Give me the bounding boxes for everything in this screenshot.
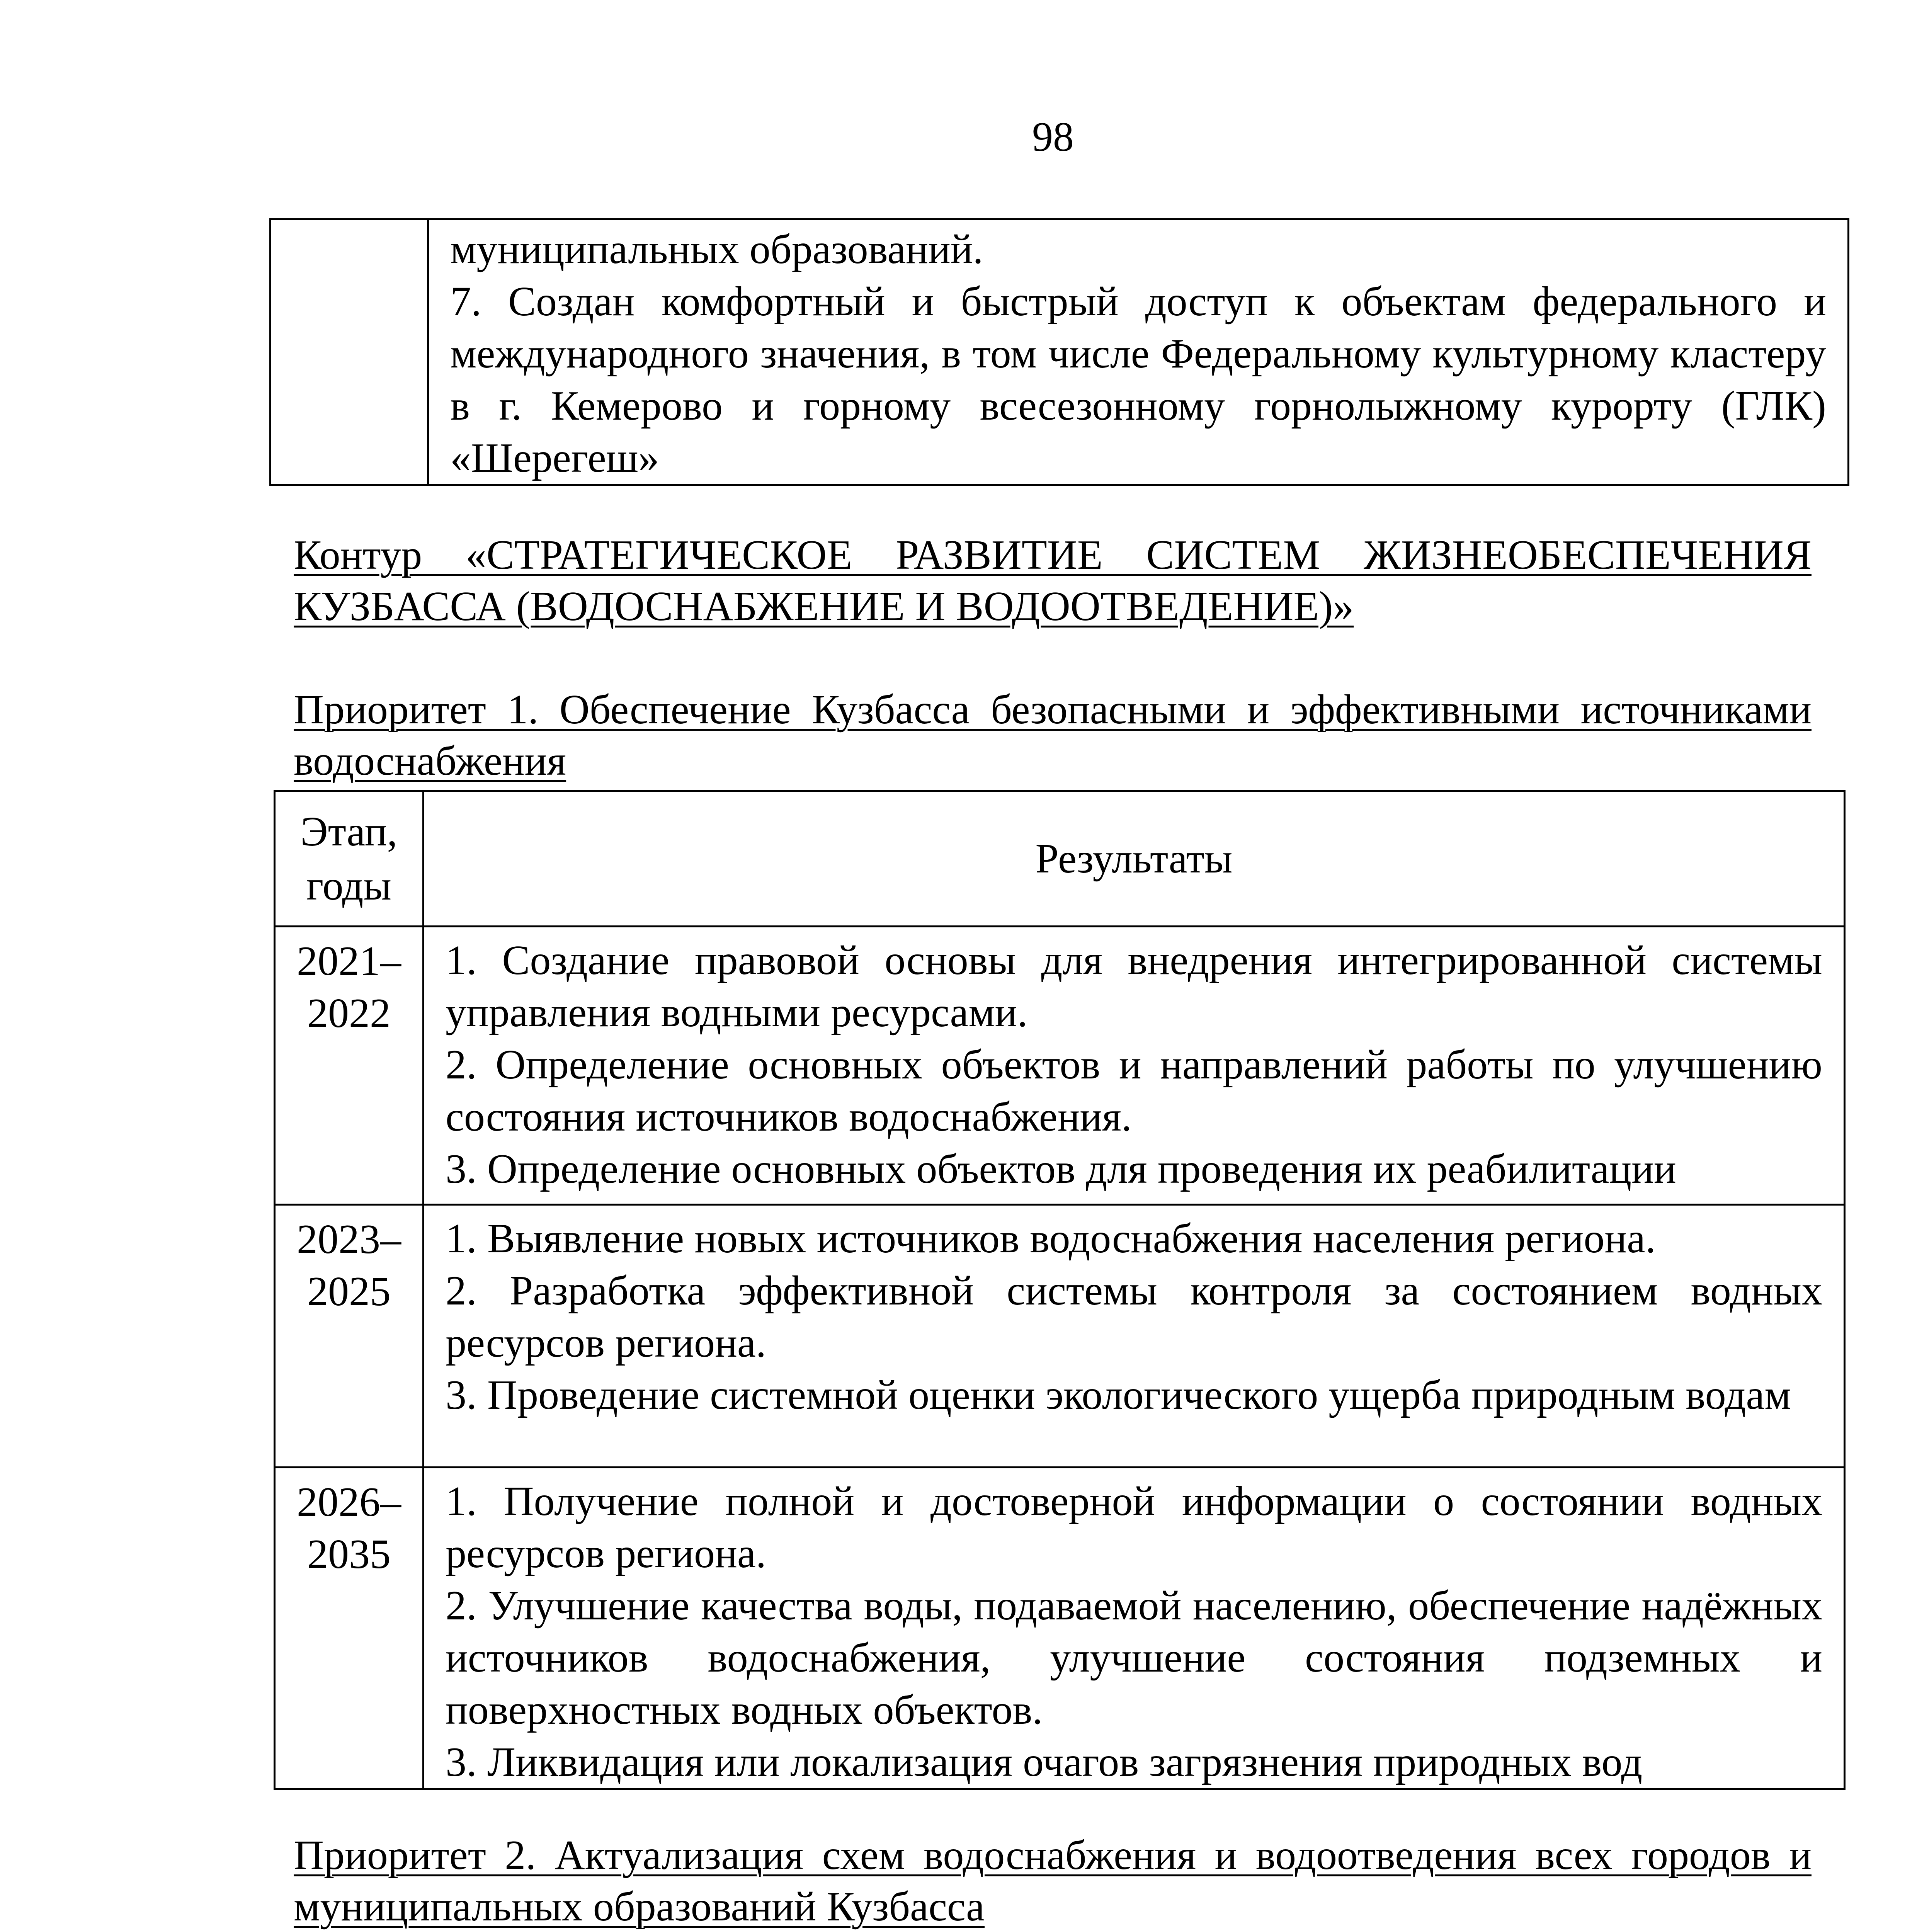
priority1-heading-text: Приоритет 1. Обеспечение Кузбасса безопасными и эффективными источниками водоснабжения <box>294 687 1812 784</box>
stage-end: 2035 <box>307 1531 391 1577</box>
contour-heading-text: Контур «СТРАТЕГИЧЕСКОЕ РАЗВИТИЕ СИСТЕМ ЖИЗНЕОБЕСПЕЧЕНИЯ КУЗБАССА (ВОДОСНАБЖЕНИЕ И ВОДООТВЕДЕНИЕ)» <box>294 532 1812 629</box>
results-cell <box>424 1205 1845 1468</box>
table-row <box>275 1205 1845 1468</box>
stage-start: 2023– <box>297 1216 401 1262</box>
result-item: 3. Проведение системной оценки экологического ущерба природным водам <box>446 1372 1791 1418</box>
result-item: 3. Определение основных объектов для проведения их реабилитации <box>446 1146 1676 1192</box>
table-row <box>270 219 1849 485</box>
results-cell <box>428 219 1849 485</box>
table-header-row <box>275 791 1845 927</box>
result-item: 1. Получение полной и достоверной информации о состоянии водных ресурсов региона. <box>446 1478 1822 1577</box>
continued-item-7: 7. Создан комфортный и быстрый доступ к объектам федерального и международного значения, в том числе Федеральному культурному кластеру в г. Кемерово и горному всесезонному горнолыжному курорту (ГЛК) «Шерегеш» <box>450 279 1826 481</box>
stage-start: 2026– <box>297 1479 401 1525</box>
page-number: 98 <box>1032 114 1074 160</box>
result-item: 2. Разработка эффективной системы контроля за состоянием водных ресурсов региона. <box>446 1268 1822 1366</box>
continued-line: муниципальных образований. <box>450 226 983 272</box>
result-item: 3. Ликвидация или локализация очагов загрязнения природных вод <box>446 1739 1643 1785</box>
priority1-table <box>274 790 1846 1790</box>
continued-table <box>269 218 1849 486</box>
header-results: Результаты <box>424 791 1845 927</box>
priority2-heading <box>294 1830 1812 1932</box>
empty-stage-cell <box>270 219 428 485</box>
result-item: 2. Определение основных объектов и направлений работы по улучшению состояния источников водоснабжения. <box>446 1042 1822 1140</box>
priority2-heading-text: Приоритет 2. Актуализация схем водоснабжения и водоотведения всех городов и муниципальных образований Кузбасса <box>294 1832 1812 1930</box>
priority1-heading <box>294 684 1812 787</box>
result-item: 2. Улучшение качества воды, подаваемой населению, обеспечение надёжных источников водоснабжения, улучшение состояния подземных и поверхностных водных объектов. <box>446 1583 1822 1733</box>
contour-heading <box>294 529 1812 632</box>
header-stage: Этап, годы <box>275 791 424 927</box>
table-row <box>275 1468 1845 1789</box>
result-item: 1. Создание правовой основы для внедрения интегрированной системы управления водными ресурсами. <box>446 937 1822 1036</box>
table-row <box>275 927 1845 1205</box>
stage-start: 2021– <box>297 938 401 984</box>
stage-cell <box>275 927 424 1205</box>
stage-end: 2022 <box>307 990 391 1036</box>
stage-end: 2025 <box>307 1269 391 1315</box>
stage-cell <box>275 1468 424 1789</box>
results-cell <box>424 1468 1845 1789</box>
result-item: 1. Выявление новых источников водоснабжения населения региона. <box>446 1216 1656 1262</box>
stage-cell <box>275 1205 424 1468</box>
results-cell <box>424 927 1845 1205</box>
